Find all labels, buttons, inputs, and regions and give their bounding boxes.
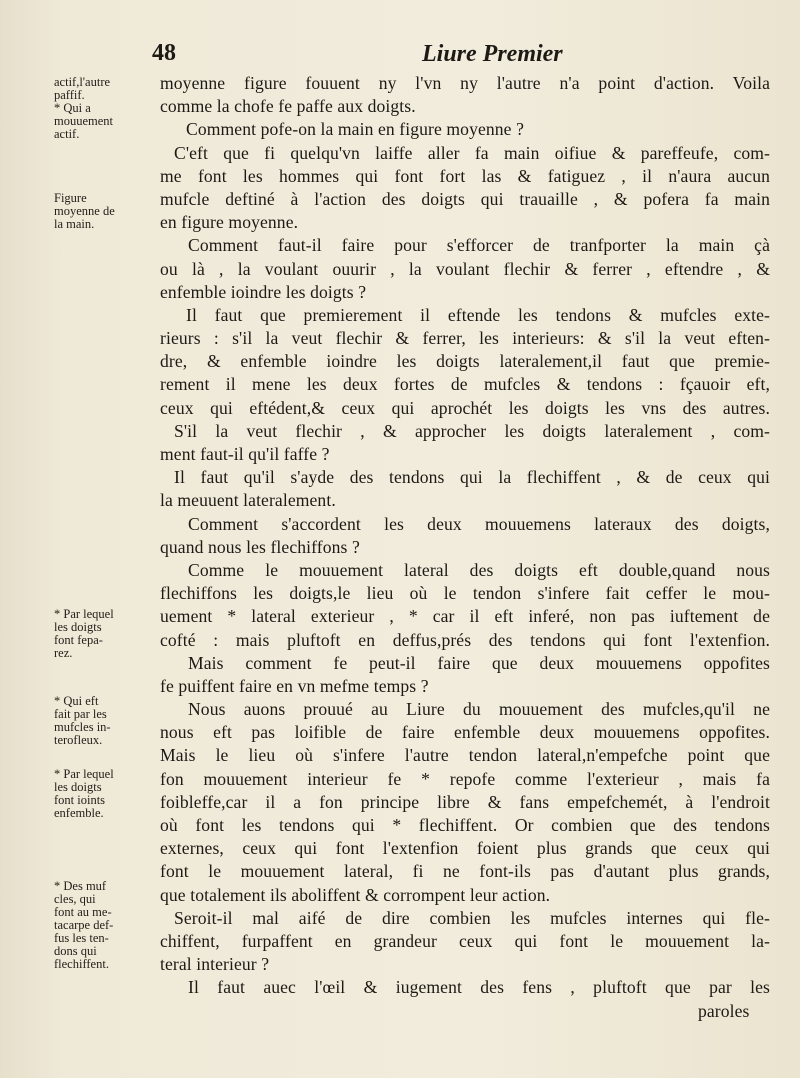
margin-note: * Qui eft fait par les mufcles in- terofleux.	[54, 694, 111, 747]
question-line: Seroit-il mal aifé de dire combien les mufcles internes qui fle-	[174, 907, 770, 928]
text-line: que totalement ils aboliffent & corrompent leur action.	[160, 884, 551, 905]
answer-line: Comme le mouuement lateral des doigts eft double,quand nous	[188, 559, 770, 580]
question-line: S'il la veut flechir , & approcher les doigts lateralement , com-	[174, 420, 770, 441]
text-line: comme la chofe fe paffe aux doigts.	[160, 96, 416, 117]
text-line: moyenne figure fouuent ny l'vn ny l'autre n'a point d'action. Voila	[160, 73, 770, 93]
text-line: rement il mene les deux fortes de mufcles & tendons : fçauoir eft,	[160, 374, 770, 395]
answer-line: Nous auons prouué au Liure du mouuement des mufcles,qu'il ne	[188, 699, 770, 720]
text-line: fon mouuement interieur fe * repofe comme l'exterieur , mais fa	[160, 768, 770, 789]
text-line: cofté : mais pluftoft en deffus,prés des tendons qui font l'extenfion.	[160, 629, 770, 650]
question-line: Comment pofe-on la main en figure moyenne ?	[186, 119, 524, 140]
text-line: fe puiffent faire en vn mefme temps ?	[160, 675, 429, 696]
text-line: externes, ceux qui font l'extenfion foient plus grands que ceux qui	[160, 838, 770, 859]
text-line: la meuuent lateralement.	[160, 490, 336, 511]
main-text	[160, 72, 770, 1023]
text-line: font le mouuement lateral, fi ne font-ils pas d'autant plus grands,	[160, 861, 770, 882]
margin-note: * Des muf cles, qui font au me- tacarpe def- fus les ten- dons qui flechiffent.	[54, 879, 114, 971]
answer-line: C'eft que fi quelqu'vn laiffe aller fa main oifiue & pareffeufe, com-	[174, 142, 770, 163]
question-line: Comment faut-il faire pour s'efforcer de tranfporter la main çà	[188, 235, 770, 256]
question-line: Mais comment fe peut-il faire que deux mouuemens oppofites	[188, 652, 770, 673]
text-line: mufcle deftiné à l'action des doigts qui trauaille , & pofera fa main	[160, 188, 770, 209]
text-line: flechiffons les doigts,le lieu où le tendon s'infere fait ceffer le mou-	[160, 583, 770, 604]
running-title: Liure Premier	[422, 41, 563, 67]
text-line: quand nous les flechiffons ?	[160, 536, 360, 557]
catchword: paroles	[698, 1000, 750, 1021]
text-line: ceux qui eftédent,& ceux qui aprochét les doigts les vns des autres.	[160, 397, 770, 418]
answer-line: Il faut qu'il s'ayde des tendons qui la flechiffent , & de ceux qui	[174, 467, 770, 488]
text-line: ment faut-il qu'il faffe ?	[160, 444, 330, 464]
text-line: en figure moyenne.	[160, 212, 299, 233]
text-line: teral interieur ?	[160, 954, 270, 975]
text-line: uement * lateral exterieur , * car il eft inferé, non pas iuftement de	[160, 606, 770, 627]
text-line: Mais le lieu où s'infere l'autre tendon lateral,n'empefche point que	[160, 745, 770, 766]
page-number: 48	[152, 40, 176, 66]
answer-line: Il faut que premierement il eftende les tendons & mufcles exte-	[186, 304, 770, 325]
text-line: foibleffe,car il a fon principe libre & fans empefchemét, à l'endroit	[160, 791, 770, 812]
margin-note: * Par lequel les doigts font fepa- rez.	[54, 607, 114, 660]
margin-note: Figure moyenne de la main.	[54, 191, 115, 231]
text-line: enfemble ioindre les doigts ?	[160, 281, 367, 302]
text-line: rieurs : s'il la veut flechir & ferrer, les interieurs: & s'il la veut eften-	[160, 328, 770, 349]
text-line: ou là , la voulant ouurir , la voulant flechir & ferrer , eftendre , &	[160, 258, 770, 279]
text-line: nous eft pas loifible de faire enfemble deux mouuemens oppofites.	[160, 722, 770, 743]
text-line: où font les tendons qui * flechiffent. Or combien que des tendons	[160, 815, 770, 835]
margin-note: * Par lequel les doigts font ioints enfemble.	[54, 767, 114, 820]
text-line: me font les hommes qui font fort las & fatiguez , il n'aura aucun	[160, 165, 770, 186]
margin-note: actif,l'autre paffif. * Qui a mouuement actif.	[54, 75, 114, 141]
question-line: Comment s'accordent les deux mouuemens lateraux des doigts,	[188, 513, 770, 534]
text-line: chiffent, furpaffent en grandeur ceux qui font le mouuement la-	[160, 930, 770, 951]
running-head	[0, 40, 800, 70]
answer-line: Il faut auec l'œil & iugement des fens , pluftoft que par les	[188, 977, 770, 998]
text-line: dre, & enfemble ioindre les doigts lateralement,il faut que premie-	[160, 351, 770, 372]
